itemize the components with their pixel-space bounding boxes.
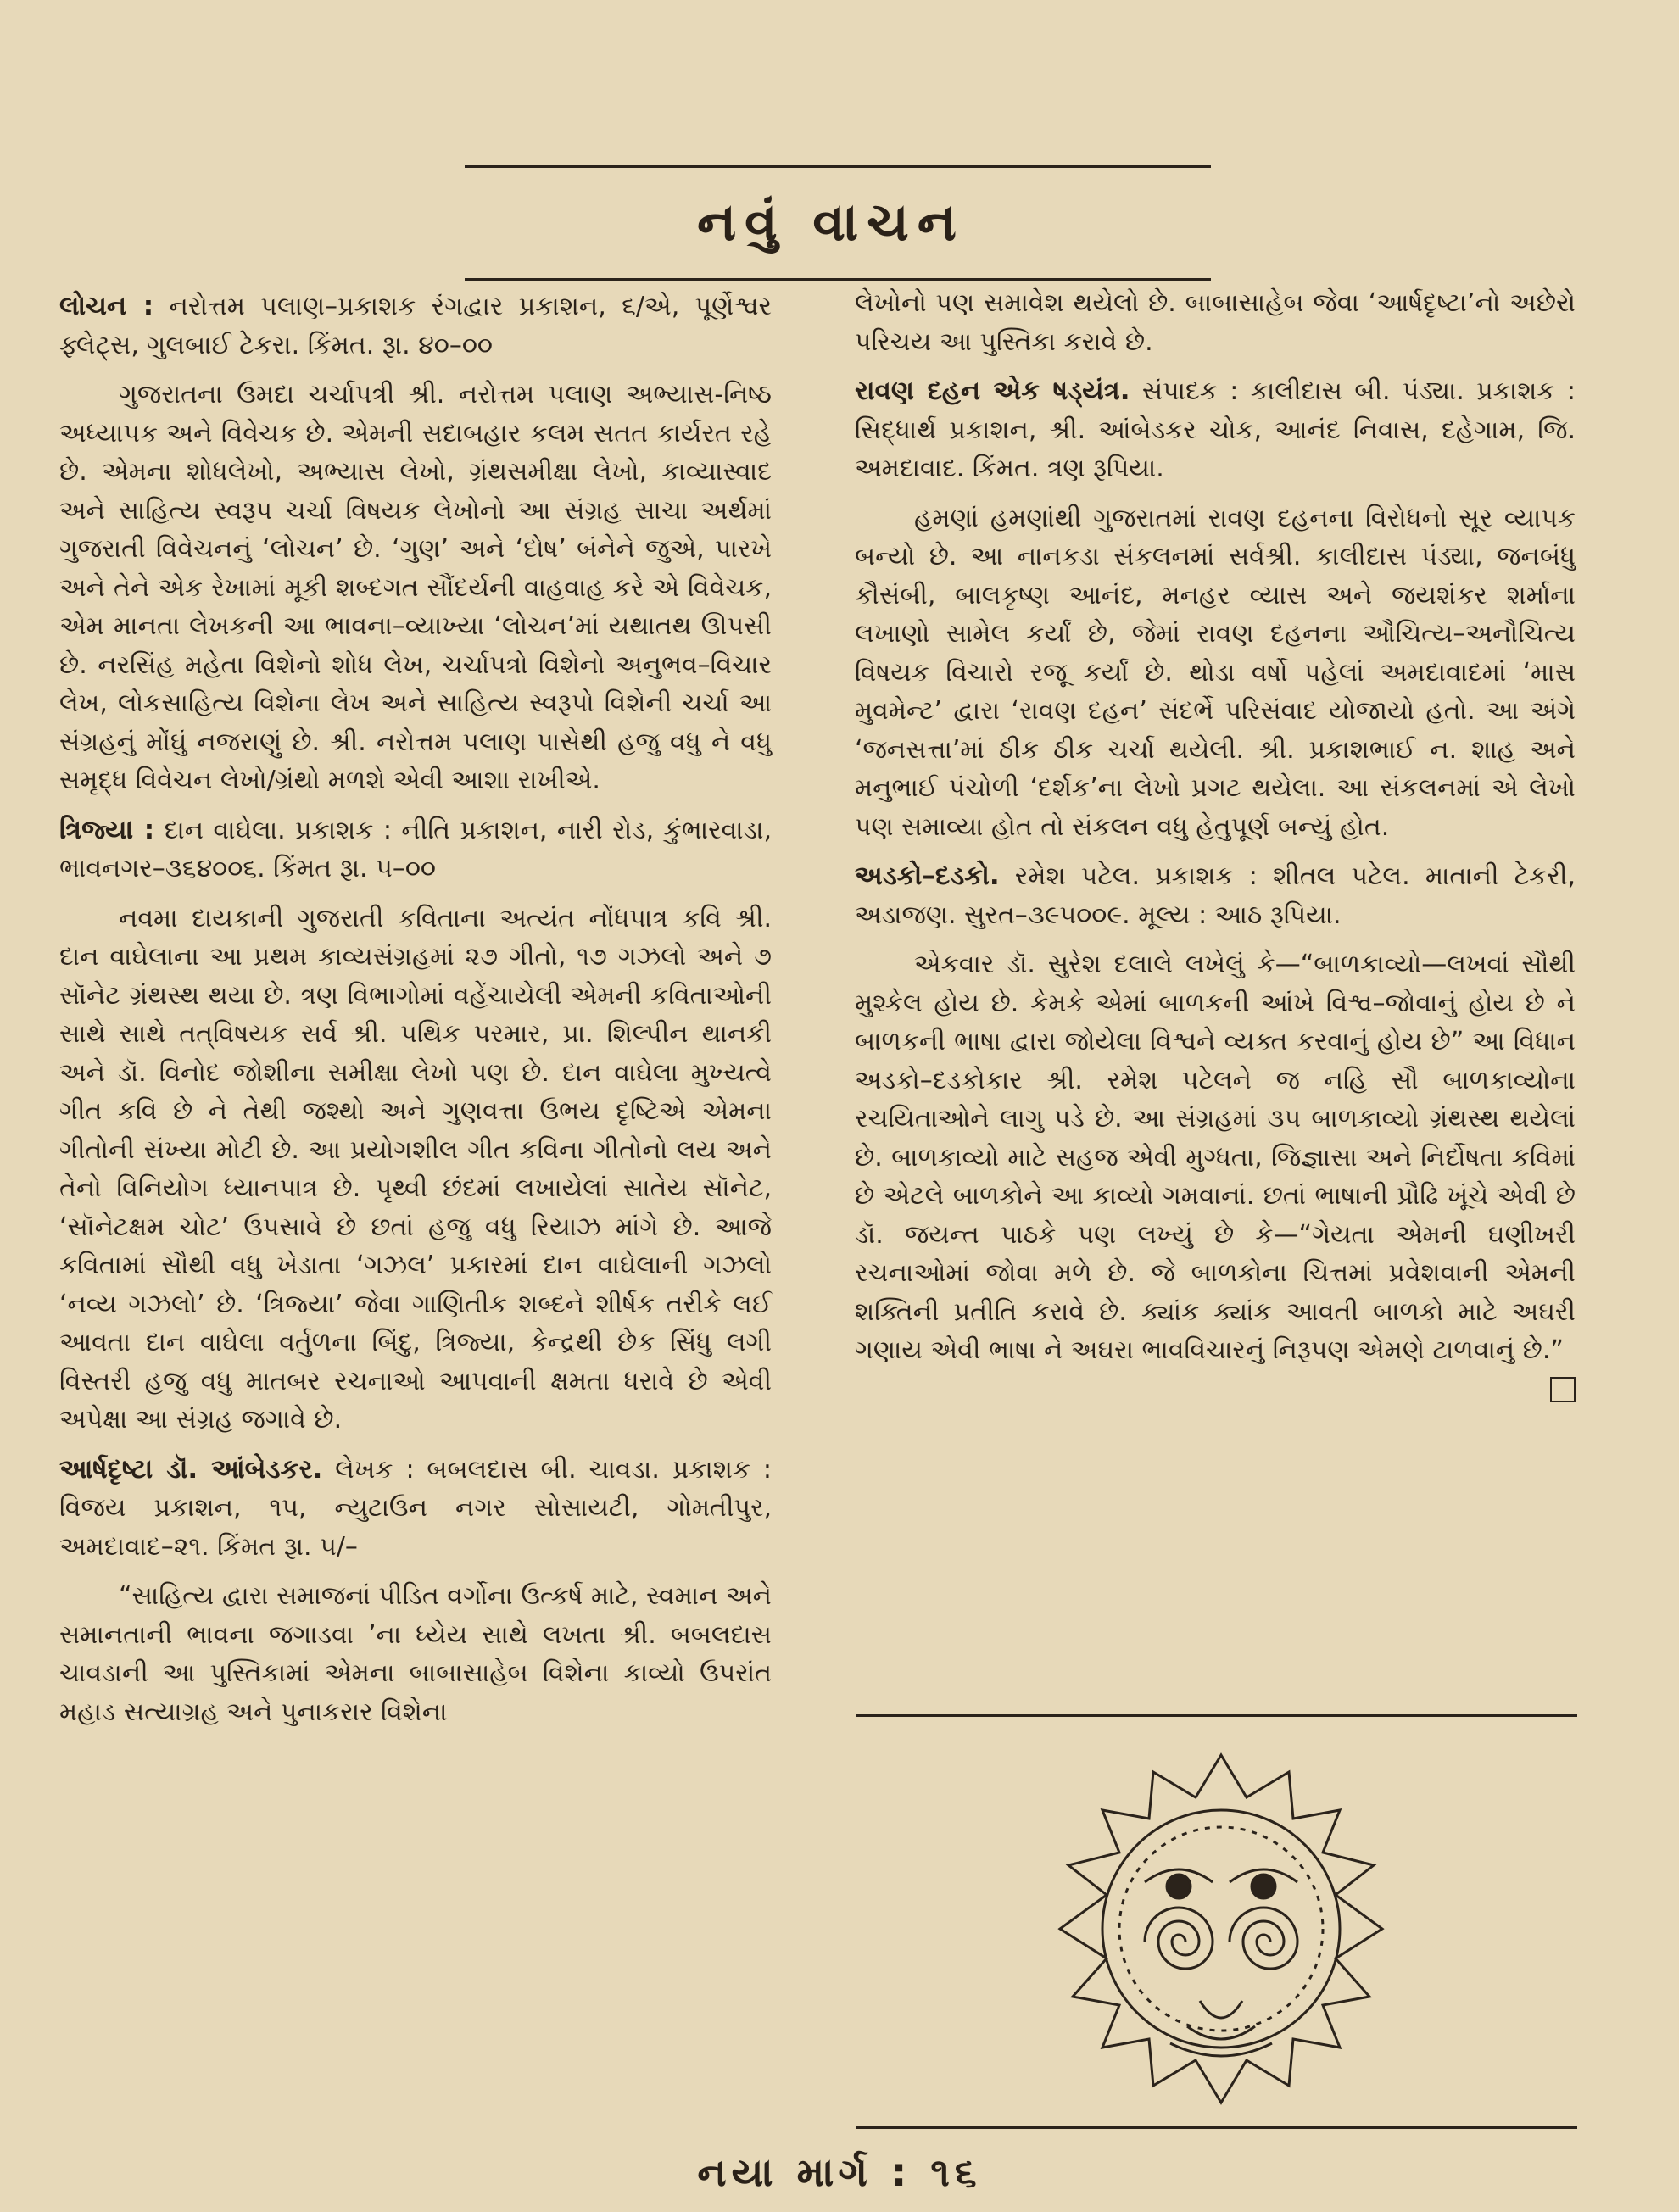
book-title: ત્રિજ્યા : — [59, 814, 155, 845]
square-end-mark-icon — [1550, 1377, 1576, 1402]
title-bottom-rule — [465, 278, 1211, 281]
book-title: આર્ષદૃષ્ટા ડૉ. આંબેડકર. — [59, 1453, 323, 1485]
review-text: એકવાર ડૉ. સુરેશ દલાલે લખેલું કે—“બાળકાવ્યો—લખવાં સૌથી મુશ્કેલ હોય છે. કેમકે એમાં બાળકની આંખે વિશ્વ–જોવાનું હોય છે ને બાળકની ભાષા દ્વારા જોયેલા વિશ્વને વ્યક્ત કરવાનું હોય છે” આ વિધાન અડકો–દડકોકાર શ્રી. રમેશ પટેલને જ નહિ સૌ બાળકાવ્યોના રચયિતાઓને લાગુ પડે છે. આ સંગ્રહમાં ૩૫ બાળકાવ્યો ગ્રંથસ્થ થયેલાં છે. બાળકાવ્યો માટે સહજ એવી મુગ્ધતા, જિજ્ઞાસા અને નિર્દોષતા કવિમાં છે એટલે બાળકોને આ કાવ્યો ગમવાનાં. છતાં ભાષાની પ્રૌઢિ ખૂંચે એવી છે ડૉ. જયન્ત પાઠકે પણ લખ્યું છે કે—“ગેયતા એમની ઘણીખરી રચનાઓમાં જોવા મળે છે. જે બાળકોના ચિત્તમાં પ્રવેશવાની એમની શક્તિની પ્રતીતિ કરાવે છે. ક્યાંક ક્યાંક આવતી બાળકો માટે અઘરી ગણાય એવી ભાષા ને અઘરા ભાવવિચારનું નિરૂપણ એમણે ટાળવાનું છે.” — [855, 950, 1576, 1365]
illustration-top-rule — [856, 1714, 1577, 1717]
review-body: નવમા દાયકાની ગુજરાતી કવિતાના અત્યંત નોંધપાત્ર કવિ શ્રી. દાન વાઘેલાના આ પ્રથમ કાવ્યસંગ્રહમાં ૨૭ ગીતો, ૧૭ ગઝલો અને ૭ સૉનેટ ગ્રંથસ્થ થયા છે. ત્રણ વિભાગોમાં વહેંચાયેલી એમની કવિતાઓની સાથે સાથે તત્‌વિષયક સર્વ શ્રી. પથિક પરમાર, પ્રા. શિલ્પીન થાનકી અને ડૉ. વિનોદ જોશીના સમીક્ષા લેખો પણ છે. દાન વાઘેલા મુખ્યત્વે ગીત કવિ છે ને તેથી જશ્થો અને ગુણવત્તા ઉભય દૃષ્ટિએ એમના ગીતોની સંખ્યા મોટી છે. આ પ્રયોગશીલ ગીત કવિના ગીતોનો લય અને તેનો વિનિયોગ ધ્યાનપાત્ર છે. પૃથ્વી છંદમાં લખાયેલાં સાતેય સૉનેટ, ‘સૉનેટક્ષમ ચોટ’ ઉપસાવે છે છતાં હજુ વધુ રિયાઝ માંગે છે. આજે કવિતામાં સૌથી વધુ ખેડાતા ‘ગઝલ’ પ્રકારમાં દાન વાઘેલાની ગઝલો ‘નવ્ય ગઝલો’ છે. ‘ત્રિજ્યા’ જેવા ગાણિતીક શબ્દને શીર્ષક તરીકે લઈ આવતા દાન વાઘેલા વર્તુળના બિંદુ, ત્રિજ્યા, કેન્દ્રથી છેક સિંધુ લગી વિસ્તરી હજુ વધુ માતબર રચનાઓ આપવાની ક્ષમતા ધરાવે છે એવી અપેક્ષા આ સંગ્રહ જગાવે છે. — [59, 903, 772, 1435]
review-body — [855, 945, 1576, 1370]
footer-rule — [856, 2126, 1577, 2129]
review-body: ગુજરાતના ઉમદા ચર્ચાપત્રી શ્રી. નરોત્તમ પલાણ અભ્યાસ-નિષ્ઠ અધ્યાપક અને વિવેચક છે. એમની સદાબહાર કલમ સતત કાર્યરત રહે છે. એમના શોધલેખો, અભ્યાસ લેખો, ગ્રંથસમીક્ષા લેખો, કાવ્યાસ્વાદ અને સાહિત્ય સ્વરૂપ ચર્ચા વિષયક લેખોનો આ સંગ્રહ સાચા અર્થમાં ગુજરાતી વિવેચનનું ‘લોચન’ છે. ‘ગુણ’ અને ‘દોષ’ બંનેને જુએ, પારખે અને તેને એક રેખામાં મૂકી શબ્દગત સૌંદર્યની વાહવાહ કરે એ વિવેચક, એમ માનતા લેખકની આ ભાવના–વ્યાખ્યા ‘લોચન’માં યથાતથ ઊપસી છે. નરસિંહ મહેતા વિશેનો શોધ લેખ, ચર્ચાપત્રો વિશેનો અનુભવ–વિચાર લેખ, લોકસાહિત્ય વિશેના લેખ અને સાહિત્ય સ્વરૂપો વિશેની ચર્ચા આ સંગ્રહનું મોંઘું નજરાણું છે. શ્રી. નરોત્તમ પલાણ પાસેથી હજુ વધુ ને વધુ સમૃદ્ધ વિવેચન લેખો/ગ્રંથો મળશે એવી આશા રાખીએ. — [59, 380, 772, 795]
book-details: નરોત્તમ પલાણ–પ્રકાશક રંગદ્વાર પ્રકાશન, ૬/એ, પૂર્ણેશ્વર ફ્લેટ્સ, ગુલબાઈ ટેકરા. કિંમત. રૂા. ૪૦–૦૦ — [59, 292, 772, 360]
title-top-rule — [465, 165, 1211, 168]
review-entry-adko-dadko — [855, 857, 1576, 934]
book-details: રમેશ પટેલ. પ્રકાશક : શીતલ પટેલ. માતાની ટેકરી, અડાજણ. સુરત–૩૯૫૦૦૯. મૂલ્ય : આઠ રૂપિયા. — [855, 861, 1576, 930]
review-body-continued: લેખોનો પણ સમાવેશ થયેલો છે. બાબાસાહેબ જેવા ‘આર્ષદૃષ્ટા’નો અછેરો પરિચય આ પુસ્તિકા કરાવે છે. — [855, 288, 1576, 357]
book-details: દાન વાઘેલા. પ્રકાશક : નીતિ પ્રકાશન, નારી રોડ, કુંભારવાડા, ભાવનગર–૩૬૪૦૦૬. કિંમત રૂા. ૫–૦૦ — [59, 815, 772, 883]
book-details: સંપાદક : કાલીદાસ બી. પંડ્યા. પ્રકાશક : સિદ્ધાર્થ પ્રકાશન, શ્રી. આંબેડકર ચોક, આનંદ નિવાસ, દહેગામ, જિ. અમદાવાદ. કિંમત. ત્રણ રૂપિયા. — [855, 376, 1576, 483]
review-entry-trijya — [59, 811, 772, 889]
book-title: લોચન : — [59, 291, 154, 321]
left-column — [59, 284, 772, 1742]
review-body: હમણાં હમણાંથી ગુજરાતમાં રાવણ દહનના વિરોધનો સૂર વ્યાપક બન્યો છે. આ નાનકડા સંકલનમાં સર્વશ્રી. કાલીદાસ પંડ્યા, જનબંધુ કૌસંબી, બાલકૃષ્ણ આનંદ, મનહર વ્યાસ અને જયશંકર શર્માના લખાણો સામેલ કર્યાં છે, જેમાં રાવણ દહનના ઔચિત્ય–અનૌચિત્ય વિષયક વિચારો રજૂ કર્યાં છે. થોડા વર્ષો પહેલાં અમદાવાદમાં ‘માસ મુવમેન્ટ’ દ્વારા ‘રાવણ દહન’ સંદર્ભે પરિસંવાદ યોજાયો હતો. આ અંગે ‘જનસત્તા’માં ઠીક ઠીક ચર્ચા થયેલી. શ્રી. પ્રકાશભાઈ ન. શાહ અને મનુભાઈ પંચોળી ‘દર્શક’ના લેખો પ્રગટ થયેલા. આ સંકલનમાં એ લેખો પણ સમાવ્યા હોત તો સંકલન વધુ હેતુપૂર્ણ બન્યું હોત. — [855, 503, 1576, 842]
review-body: “સાહિત્ય દ્વારા સમાજનાં પીડિત વર્ગોના ઉત્કર્ષ માટે, સ્વમાન અને સમાનતાની ભાવના જગાડવા ’ના ધ્યેય સાથે લખતા શ્રી. બબલદાસ ચાવડાની આ પુસ્તિકામાં એમના બાબાસાહેબ વિશેના કાવ્યો ઉપરાંત મહાડ સત્યાગ્રહ અને પુનાકરાર વિશેના — [59, 1581, 773, 1727]
page-footer: નયા માર્ગ : ૧૬ — [697, 2149, 982, 2195]
book-title: રાવણ દહન એક ષડ્‌યંત્ર. — [855, 376, 1130, 406]
book-title: અડકો–દડકો. — [855, 861, 1000, 891]
sun-face-illustration-icon — [1043, 1747, 1399, 2111]
review-entry-arshdrashta — [59, 1451, 772, 1567]
right-column — [855, 284, 1576, 1402]
page-title: નવું વાચન — [696, 191, 965, 253]
book-details: લેખક : બબલદાસ બી. ચાવડા. પ્રકાશક : વિજય પ્રકાશન, ૧૫, ન્યુટાઉન નગર સોસાયટી, ગોમતીપુર, અમદાવાદ–૨૧. કિંમત રૂા. ૫/– — [59, 1454, 772, 1562]
review-entry-lochan — [59, 287, 772, 365]
review-entry-ravan-dahan — [855, 372, 1576, 488]
